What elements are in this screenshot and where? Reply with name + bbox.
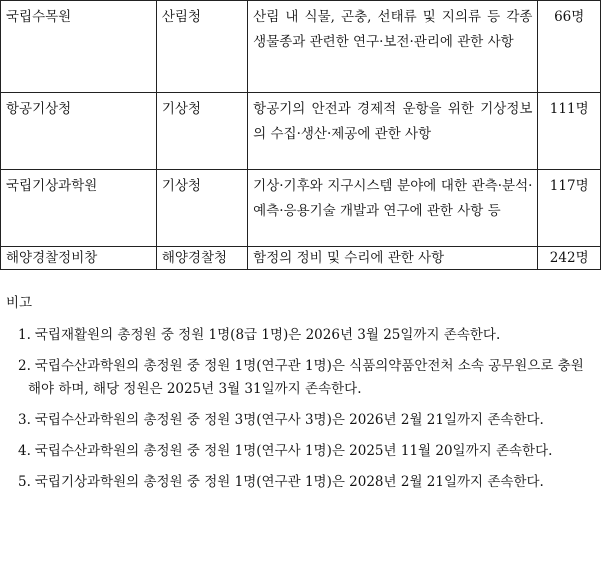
institution-name-cell: 국립수목원	[1, 1, 157, 93]
duty-description-cell: 기상·기후와 지구시스템 분야에 대한 관측·분석·예측·응용기술 개발과 연구에 관한 사항 등	[248, 170, 538, 247]
remark-text: 국립수산과학원의 총정원 중 정원 3명(연구사 3명)은 2026년 2월 21일까지 존속한다.	[34, 412, 544, 428]
staff-count-cell: 111명	[538, 93, 601, 170]
remark-text: 국립수산과학원의 총정원 중 정원 1명(연구사 1명)은 2025년 11월 20일까지 존속한다.	[34, 443, 553, 459]
parent-agency-cell: 기상청	[156, 93, 247, 170]
institution-name-cell: 해양경찰정비창	[1, 247, 157, 270]
remark-number: 2.	[18, 358, 31, 374]
remark-item	[6, 440, 596, 463]
duty-description-cell: 산림 내 식물, 곤충, 선태류 및 지의류 등 각종 생물종과 관련한 연구·보전·관리에 관한 사항	[248, 1, 538, 93]
remark-item	[6, 409, 596, 432]
parent-agency-cell: 해양경찰청	[156, 247, 247, 270]
staff-count-cell: 117명	[538, 170, 601, 247]
staff-count-cell: 242명	[538, 247, 601, 270]
remark-text: 국립기상과학원의 총정원 중 정원 1명(연구관 1명)은 2028년 2월 21일까지 존속한다.	[34, 474, 544, 490]
table-row	[1, 247, 601, 270]
table-row	[1, 1, 601, 93]
staff-count-cell: 66명	[538, 1, 601, 93]
remarks-section	[6, 292, 596, 502]
remark-text: 국립재활원의 총정원 중 정원 1명(8급 1명)은 2026년 3월 25일까지 존속한다.	[34, 327, 501, 343]
parent-agency-cell: 산림청	[156, 1, 247, 93]
remark-item	[6, 324, 596, 347]
institution-name-cell: 국립기상과학원	[1, 170, 157, 247]
remarks-title: 비고	[6, 295, 33, 311]
remark-item	[6, 355, 596, 401]
remark-item	[6, 471, 596, 494]
remark-number: 1.	[18, 327, 31, 343]
table-row	[1, 93, 601, 170]
remark-number: 5.	[18, 474, 31, 490]
remarks-list	[6, 324, 596, 494]
remark-number: 4.	[18, 443, 31, 459]
remark-number: 3.	[18, 412, 31, 428]
parent-agency-cell: 기상청	[156, 170, 247, 247]
organization-staff-table	[0, 0, 601, 270]
remark-text: 국립수산과학원의 총정원 중 정원 1명(연구관 1명)은 식품의약품안전처 소속 공무원으로 충원해야 하며, 해당 정원은 2025년 3월 31일까지 존속한다.	[28, 358, 584, 397]
duty-description-cell: 함정의 정비 및 수리에 관한 사항	[248, 247, 538, 270]
table-row	[1, 170, 601, 247]
institution-name-cell: 항공기상청	[1, 93, 157, 170]
duty-description-cell: 항공기의 안전과 경제적 운항을 위한 기상정보의 수집·생산·제공에 관한 사항	[248, 93, 538, 170]
